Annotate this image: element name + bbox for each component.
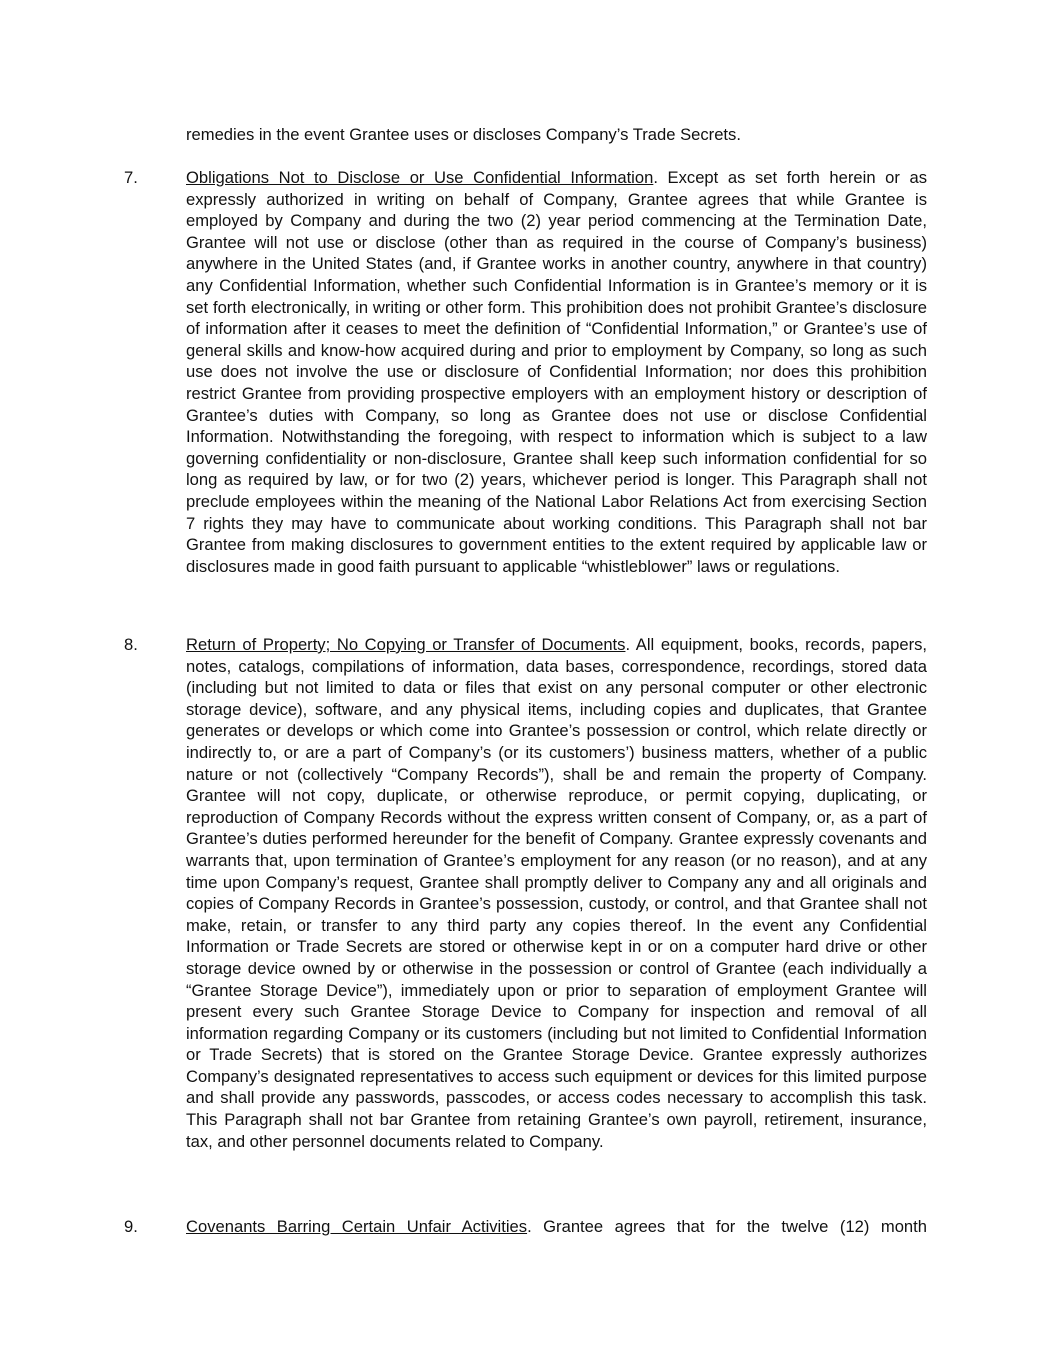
section-number: 8. [124,635,138,654]
section-number: 9. [124,1217,138,1236]
section-body: . Grantee agrees that for the twelve (12) month [527,1217,927,1236]
section-body: . Except as set forth herein or as expressly authorized in writing on behalf of Company, Grantee agrees that while Grantee is employed by Company and during the two (2) year period commencing at the Termination Date, Grantee will not use or disclose (other than as required in the course of Company’s business) anywhere in the United States (and, if Grantee works in another country, anywhere in that country) any Confidential Information, whether such Confidential Information is in Grantee’s memory or it is set forth electronically, in writing or other form. This prohibition does not prohibit Grantee’s disclosure of information after it ceases to meet the definition of “Confidential Information,” or Grantee’s use of general skills and know-how acquired during and prior to employment by Company, so long as such use does not involve the use or disclosure of Confidential Information; nor does this prohibition restrict Grantee from providing prospective employers with an employment history or description of Grantee’s duties with Company, so long as Grantee does not use or disclose Confidential Information. Notwithstanding the foregoing, with respect to information which is subject to a law governing confidentiality or non-disclosure, Grantee shall keep such information confidential for so long as required by law, or for two (2) years, whichever period is longer. This Paragraph shall not preclude employees within the meaning of the National Labor Relations Act from exercising Section 7 rights they may have to communicate about working conditions. This Paragraph shall not bar Grantee from making disclosures to government entities to the extent required by applicable law or disclosures made in good faith pursuant to applicable “whistleblower” laws or regulations. [186,168,927,576]
section-heading: Obligations Not to Disclose or Use Confidential Information [186,168,654,187]
section-heading: Return of Property; No Copying or Transfer of Documents [186,635,626,654]
section-paragraph [186,634,927,1152]
section-body: . All equipment, books, records, papers, notes, catalogs, compilations of information, data bases, correspondence, recordings, stored data (including but not limited to data or files that exist on any personal computer or other electronic storage device), software, and any physical items, including copies and duplicates, that Grantee generates or develops or which come into Grantee’s possession or control, which relate directly or indirectly to, or are a part of Company’s (or its customers’) business matters, whether of a public nature or not (collectively “Company Records”), shall be and remain the property of Company. Grantee will not copy, duplicate, or otherwise reproduce, or permit copying, duplicating, or reproduction of Company Records without the express written consent of Company, or, as a part of Grantee’s duties performed hereunder for the benefit of Company. Grantee expressly covenants and warrants that, upon termination of Grantee’s employment for any reason (or no reason), and at any time upon Company’s request, Grantee shall promptly deliver to Company any and all originals and copies of Company Records in Grantee’s possession, custody, or control, and that Grantee shall not make, retain, or transfer to any third party any copies thereof. In the event any Confidential Information or Trade Secrets are stored or otherwise kept in or on a computer hard drive or other storage device owned by or otherwise in the possession or control of Grantee (each individually a “Grantee Storage Device”), immediately upon or prior to separation of employment Grantee will present every such Grantee Storage Device to Company for inspection and removal of all information regarding Company or its customers (including but not limited to Confidential Information or Trade Secrets) that is stored on the Grantee Storage Device. Grantee expressly authorizes Company’s designated representatives to access such equipment or devices for this limited purpose and shall provide any passwords, passcodes, or access codes necessary to accomplish this task. This Paragraph shall not bar Grantee from retaining Grantee’s own payroll, retirement, insurance, tax, and other personnel documents related to Company. [186,635,927,1151]
section-paragraph [186,1216,927,1238]
section-number: 7. [124,168,138,187]
continuation-paragraph: remedies in the event Grantee uses or discloses Company’s Trade Secrets. [186,125,741,144]
section-paragraph [186,167,927,577]
section-heading: Covenants Barring Certain Unfair Activities [186,1217,528,1236]
